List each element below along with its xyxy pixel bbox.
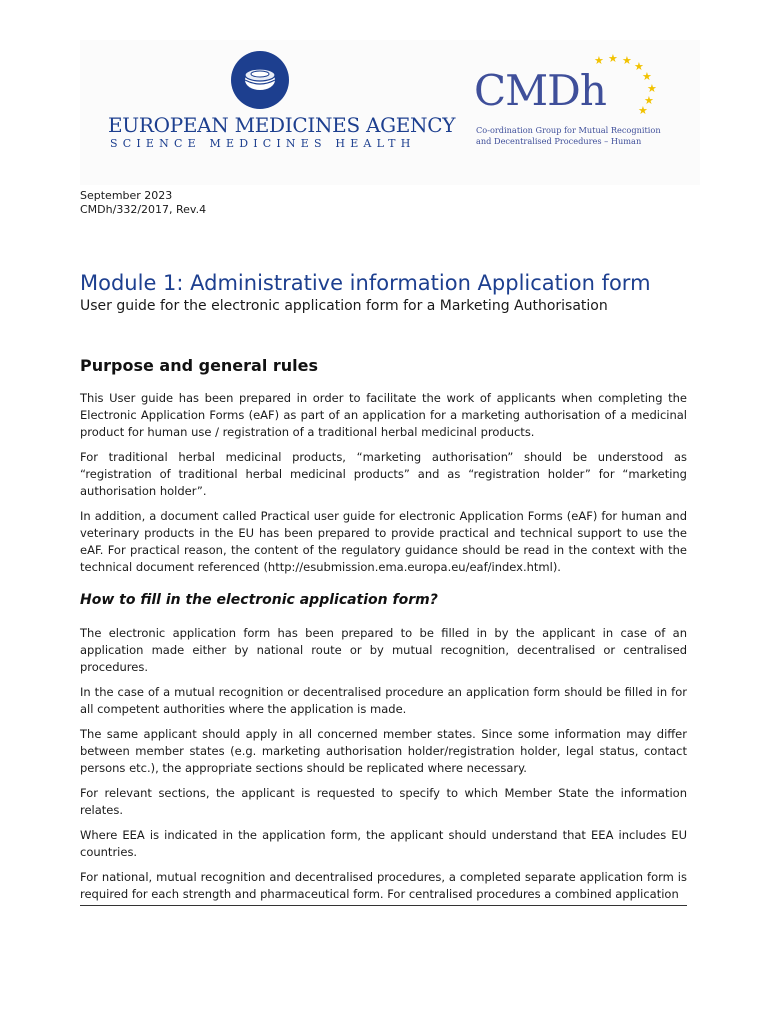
paragraph: This User guide has been prepared in order to facilitate the work of applicants when completing the Electronic Application Forms (eAF) as part of an application for a marketing authorisation of a medicinal product for human use / registration of a traditional herbal medicinal products. (80, 391, 687, 439)
star-icon: ★ (642, 70, 652, 83)
cmdh-subtitle (476, 125, 676, 147)
star-icon: ★ (644, 94, 654, 107)
star-icon: ★ (594, 54, 604, 67)
subsection-body (80, 625, 687, 911)
paragraph: The electronic application form has been prepared to be filled in by the applicant in case of an application made either by national route or by mutual recognition, decentralised or centralised procedures. (80, 626, 687, 674)
ema-tagline: SCIENCE MEDICINES HEALTH (110, 137, 416, 150)
eu-stars-icon (592, 52, 672, 122)
paragraph: Where EEA is indicated in the application form, the applicant should understand that EEA includes EU countries. (80, 828, 687, 859)
ema-name: EUROPEAN MEDICINES AGENCY (108, 113, 456, 137)
star-icon: ★ (608, 52, 618, 65)
section-body (80, 390, 687, 584)
subsection-heading: How to fill in the electronic application form? (80, 592, 438, 608)
cmdh-subtitle-line1: Co-ordination Group for Mutual Recognition (476, 125, 661, 135)
paragraph: In the case of a mutual recognition or decentralised procedure an application form should be filled in for all competent authorities where the application is made. (80, 685, 687, 716)
ema-emblem-icon (230, 50, 290, 110)
cmdh-logo (474, 52, 684, 152)
paragraph: For national, mutual recognition and decentralised procedures, a completed separate application form is required for each strength and pharmaceutical form. For centralised procedures a combined application (80, 870, 687, 901)
section-heading: Purpose and general rules (80, 356, 319, 375)
document-meta (80, 189, 206, 217)
page-subtitle: User guide for the electronic application form for a Marketing Authorisation (80, 298, 608, 314)
document-reference: CMDh/332/2017, Rev.4 (80, 203, 207, 216)
star-icon: ★ (634, 60, 644, 73)
document-date: September 2023 (80, 189, 173, 202)
footer-divider (80, 905, 687, 906)
ema-logo (108, 50, 456, 150)
paragraph: For relevant sections, the applicant is requested to specify to which Member State the information relates. (80, 786, 687, 817)
star-icon: ★ (638, 104, 648, 117)
star-icon: ★ (647, 82, 657, 95)
paragraph: In addition, a document called Practical user guide for electronic Application Forms (eAF) for human and veterinary products in the EU has been prepared to provide practical and technical support to use the eAF. For practical reason, the content of the regulatory guidance should be read in the context with the technical document referenced (http://esubmission.ema.europa.eu/eaf/index.html). (80, 509, 687, 574)
star-icon: ★ (622, 54, 632, 67)
paragraph: The same applicant should apply in all concerned member states. Since some information may differ between member states (e.g. marketing authorisation holder/registration holder, legal status, contact persons etc.), the appropriate sections should be replicated where necessary. (80, 727, 687, 775)
cmdh-subtitle-line2: and Decentralised Procedures – Human (476, 136, 642, 146)
paragraph: For traditional herbal medicinal products, “marketing authorisation” should be understood as “registration of traditional herbal medicinal products” and as “registration holder” for “marketing authorisation holder”. (80, 450, 687, 498)
page-title: Module 1: Administrative information Application form (80, 271, 651, 295)
cmdh-name: CMDh (474, 66, 606, 115)
